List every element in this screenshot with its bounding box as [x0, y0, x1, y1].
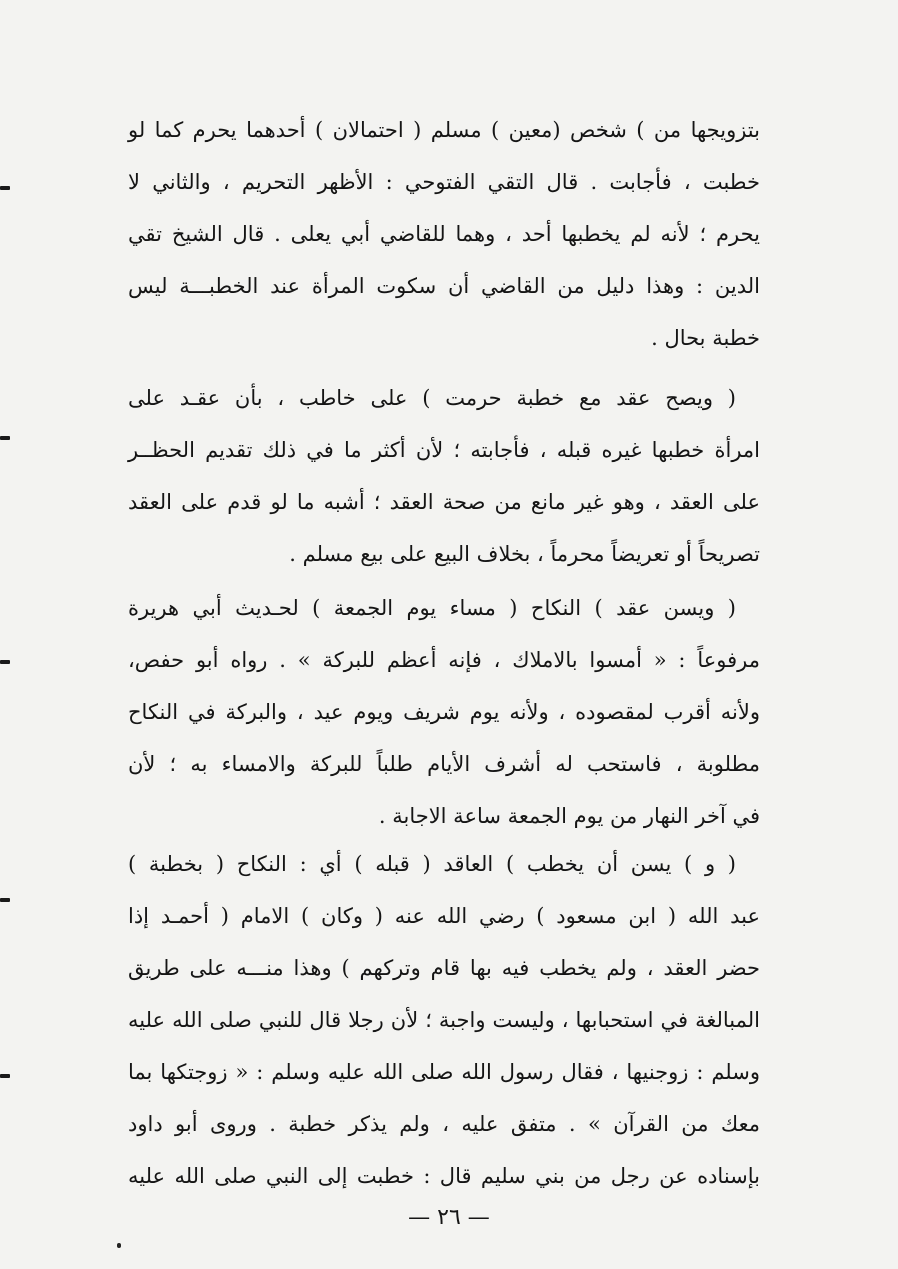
text-line: ( ويصح عقد مع خطبة حرمت ) على خاطب ، بأن عقـد على [128, 386, 736, 410]
text-line: عبد الله ( ابن مسعود ) رضي الله عنه ( وكان ) الامام ( أحمـد إذا [128, 904, 760, 928]
text-line: يحرم ؛ لأنه لم يخطبها أحد ، وهما للقاضي أبي يعلى . قال الشيخ تقي [128, 222, 760, 246]
text-line: حضر العقد ، ولم يخطب فيه بها قام وتركهم ) وهذا منـــه على طريق [128, 956, 760, 980]
text-line: على العقد ، وهو غير مانع من صحة العقد ؛ أشبه ما لو قدم على العقد [128, 490, 760, 514]
paragraph [128, 838, 760, 1202]
text-line: ( ويسن عقد ) النكاح ( مساء يوم الجمعة ) لحـديث أبي هريرة [128, 596, 736, 620]
text-line: خطبت ، فأجابت . قال التقي الفتوحي : الأظهر التحريم ، والثاني لا [128, 170, 760, 194]
text-line: ( و ) يسن أن يخطب ) العاقد ( قبله ) أي : النكاح ( بخطبة ) [128, 852, 736, 876]
text-line: معك من القرآن » . متفق عليه ، ولم يذكر خطبة . وروى أبو داود [128, 1112, 760, 1136]
text-line: بتزويجها من ) شخص (معين ) مسلم ( احتمالان ) أحدهما يحرم كما لو [128, 118, 760, 142]
text-line: مرفوعاً : « أمسوا بالاملاك ، فإنه أعظم للبركة » . رواه أبو حفص، [128, 648, 760, 672]
text-line: امرأة خطبها غيره قبله ، فأجابته ؛ لأن أكثر ما في ذلك تقديم الحظــر [128, 438, 760, 462]
text-line: الدين : وهذا دليل من القاضي أن سكوت المرأة عند الخطبـــة ليس [128, 274, 760, 298]
text-line: تصريحاً أو تعريضاً محرماً ، بخلاف البيع على بيع مسلم . [289, 542, 760, 566]
paragraph [128, 104, 760, 364]
text-line: بإسناده عن رجل من بني سليم قال : خطبت إلى النبي صلى الله عليه [128, 1164, 760, 1188]
margin-mark [0, 186, 10, 190]
text-line: المبالغة في استحبابها ، وليست واجبة ؛ لأن رجلا قال للنبي صلى الله عليه [128, 1008, 760, 1032]
paragraph [128, 582, 760, 842]
paragraph [128, 372, 760, 580]
ink-dot [117, 1243, 121, 1248]
text-line: ولأنه أقرب لمقصوده ، ولأنه يوم شريف ويوم عيد ، والبركة في النكاح [128, 700, 760, 724]
text-line: وسلم : زوجنيها ، فقال رسول الله صلى الله عليه وسلم : « زوجتكها بما [128, 1060, 760, 1084]
margin-mark [0, 1074, 10, 1078]
margin-mark [0, 436, 10, 440]
margin-mark [0, 898, 10, 902]
text-line: في آخر النهار من يوم الجمعة ساعة الاجابة . [378, 804, 760, 828]
text-line: خطبة بحال . [651, 326, 760, 350]
page-number: — ٢٦ — [408, 1205, 490, 1230]
text-line: مطلوبة ، فاستحب له أشرف الأيام طلباً للبركة والامساء به ؛ لأن [128, 752, 760, 776]
margin-mark [0, 660, 10, 664]
